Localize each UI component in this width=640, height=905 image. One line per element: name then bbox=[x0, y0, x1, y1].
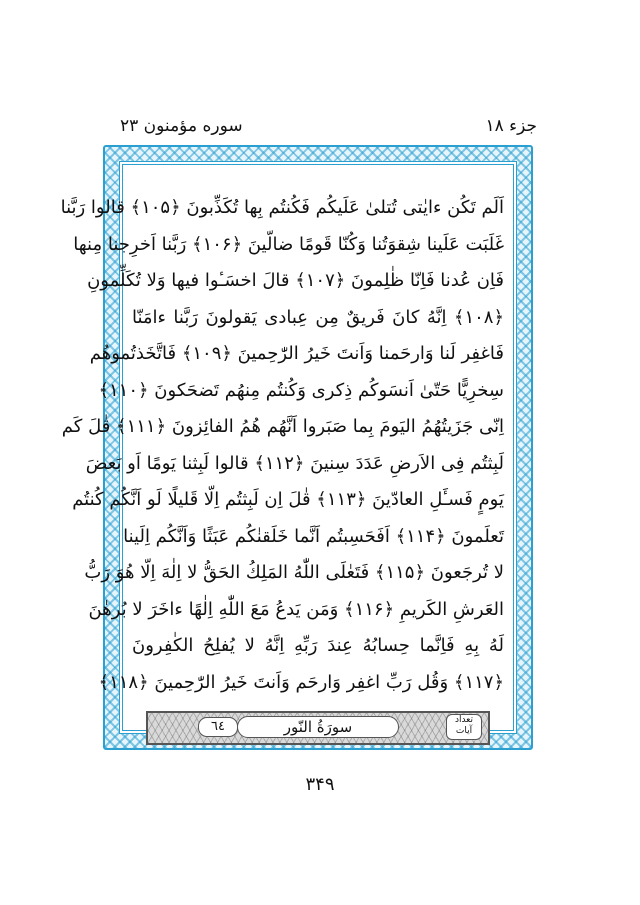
verse-line: يَومٍ فَسـَٔلِ العادّينَ ﴿۱۱۳﴾ قٰلَ اِن لَبِثتُم اِلّا قَليلًا لَو اَنَّكُم كُنتُم bbox=[72, 489, 504, 510]
verse-line: فَاِن عُدنا فَاِنّا ظٰلِمونَ ﴿۱۰۷﴾ قالَ اخسَـٔوا فيها وَلا تُكَلِّمونِ bbox=[87, 270, 504, 291]
verse-line: لا تُرجَعونَ ﴿۱۱۵﴾ فَتَعٰلَى اللّٰهُ المَلِكُ الحَقُّ لا اِلٰهَ اِلّا هُوَ رَبُّ bbox=[84, 562, 504, 583]
verse-count: ٦٤ bbox=[198, 717, 238, 737]
text-area bbox=[60, 161, 517, 736]
verse-line: سِخرِيًّا حَتّىٰ اَنسَوكُم ذِكرى وَكُنتُم مِنهُم تَضحَكونَ ﴿۱۱۰﴾ bbox=[98, 379, 504, 401]
surah-header-label: سوره مؤمنون ۲۳ bbox=[120, 116, 243, 136]
verse-count-label: تعداد آيات bbox=[446, 714, 482, 740]
verse-line: اَلَم تَكُن ءايٰتى تُتلىٰ عَلَيكُم فَكُنتُم بِها تُكَذِّبونَ ﴿۱۰۵﴾ قالوا رَبَّنا bbox=[60, 197, 504, 218]
verse-lines bbox=[60, 190, 504, 701]
verse-line: غَلَبَت عَلَينا شِقوَتُنا وَكُنّا قَومًا ضالّينَ ﴿۱۰۶﴾ رَبَّنا اَخرِجنا مِنها bbox=[73, 233, 504, 255]
verse-line: فَاغفِر لَنا وَارحَمنا وَاَنتَ خَيرُ الرّٰحِمينَ ﴿۱۰۹﴾ فَاتَّخَذتُموهُم bbox=[89, 343, 504, 364]
page-number: ۳۴۹ bbox=[305, 774, 335, 795]
verse-line: العَرشِ الكَريمِ ﴿۱۱۶﴾ وَمَن يَدعُ مَعَ اللّٰهِ اِلٰهًا ءاخَرَ لا بُرهٰنَ bbox=[88, 598, 504, 620]
verse-line: لَهُ بِهِ فَاِنَّما حِسابُهُ عِندَ رَبِّهِ اِنَّهُ لا يُفلِحُ الكٰفِرونَ bbox=[132, 635, 504, 656]
surah-title: سورَةُ النّور bbox=[237, 716, 399, 738]
juz-label: جزء ۱۸ bbox=[485, 116, 537, 136]
verse-line: ﴿۱۰۸﴾ اِنَّهُ كانَ فَريقٌ مِن عِبادى يَقولونَ رَبَّنا ءامَنّا bbox=[132, 306, 504, 328]
page-frame bbox=[60, 145, 533, 750]
verse-line: لَبِثتُم فِى الاَرضِ عَدَدَ سِنينَ ﴿۱۱۲﴾ قالوا لَبِثنا يَومًا اَو بَعضَ bbox=[85, 452, 504, 474]
verse-line: اِنّى جَزَيتُهُمُ اليَومَ بِما صَبَروا اَنَّهُم هُمُ الفائِزونَ ﴿۱۱۱﴾ قٰلَ كَم bbox=[61, 416, 504, 437]
surah-banner bbox=[146, 711, 490, 745]
verse-line: تَعلَمونَ ﴿۱۱۴﴾ اَفَحَسِبتُم اَنَّما خَلَقنٰكُم عَبَثًا وَاَنَّكُم اِلَينا bbox=[123, 525, 504, 547]
verse-line: ﴿۱۱۷﴾ وَقُل رَبِّ اغفِر وَارحَم وَاَنتَ خَيرُ الرّٰحِمينَ ﴿۱۱۸﴾ bbox=[98, 671, 504, 693]
